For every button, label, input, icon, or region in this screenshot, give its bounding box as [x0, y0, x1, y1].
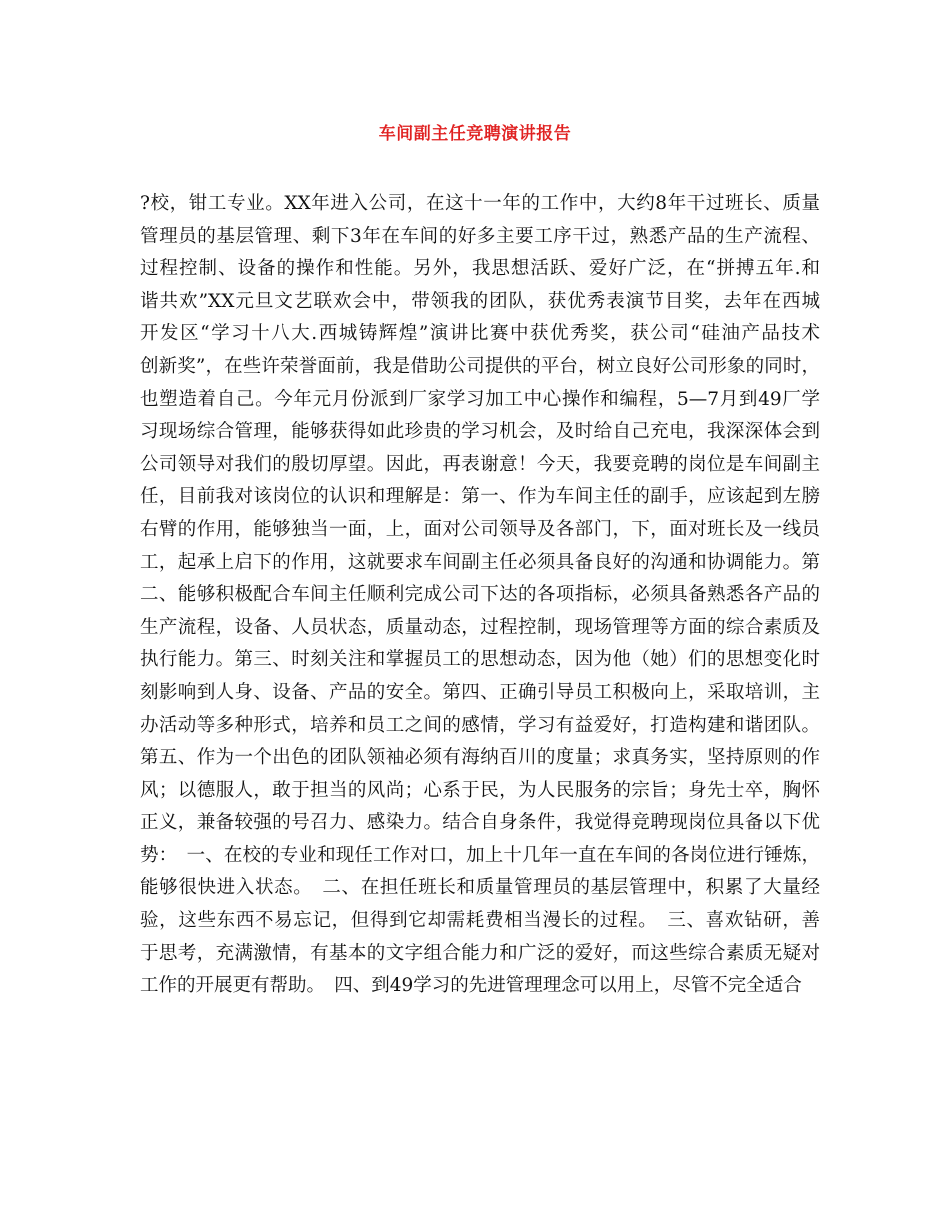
body-line: 生产流程，设备、人员状态，质量动态，过程控制，现场管理等方面的综合素质及 — [140, 616, 820, 638]
body-line: 谐共欢”XX元旦文艺联欢会中，带领我的团队，获优秀表演节目奖，去年在西城 — [140, 290, 820, 312]
body-line: 开发区“学习十八大.西城铸辉煌”演讲比赛中获优秀奖，获公司“硅油产品技术 — [140, 323, 820, 345]
body-line: 于思考，充满激情，有基本的文字组合能力和广泛的爱好，而这些综合素质无疑对 — [140, 942, 820, 964]
body-line: 执行能力。第三、时刻关注和掌握员工的思想动态，因为他（她）们的思想变化时 — [140, 649, 820, 671]
body-line: ?校，钳工专业。XX年进入公司，在这十一年的工作中，大约8年干过班长、质量 — [140, 193, 820, 214]
body-line: 第五、作为一个出色的团队领袖必须有海纳百川的度量；求真务实，坚持原则的作 — [140, 747, 820, 769]
body-line: 习现场综合管理，能够获得如此珍贵的学习机会，及时给自己充电，我深深体会到 — [140, 421, 820, 443]
body-line: 右臂的作用，能够独当一面，上，面对公司领导及各部门，下，面对班长及一线员 — [140, 518, 820, 540]
body-line: 能够很快进入状态。 二、在担任班长和质量管理员的基层管理中，积累了大量经 — [140, 877, 820, 899]
document-title: 车间副主任竞聘演讲报告 — [378, 124, 572, 144]
body-line: 也塑造着自己。今年元月份派到厂家学习加工中心操作和编程，5—7月到49厂学 — [140, 388, 820, 410]
body-line: 任，目前我对该岗位的认识和理解是：第一、作为车间主任的副手，应该起到左膀 — [140, 486, 820, 508]
body-line: 管理员的基层管理、剩下3年在车间的好多主要工序干过，熟悉产品的生产流程、 — [140, 225, 820, 247]
body-line: 正义，兼备较强的号召力、感染力。结合自身条件，我觉得竞聘现岗位具备以下优 — [140, 812, 820, 834]
body-line: 二、能够积极配合车间主任顺利完成公司下达的各项指标，必须具备熟悉各产品的 — [140, 584, 820, 606]
document-body — [140, 188, 820, 1003]
body-line: 工作的开展更有帮助。 四、到49学习的先进管理理念可以用上，尽管不完全适合 — [140, 975, 802, 997]
body-line: 工，起承上启下的作用，这就要求车间副主任必须具备良好的沟通和协调能力。第 — [140, 551, 820, 573]
body-line: 势： 一、在校的专业和现任工作对口，加上十几年一直在车间的各岗位进行锤炼， — [140, 844, 820, 866]
body-line: 过程控制、设备的操作和性能。另外，我思想活跃、爱好广泛，在“拼搏五年.和 — [140, 258, 820, 280]
body-line: 风；以德服人，敢于担当的风尚；心系于民，为人民服务的宗旨；身先士卒，胸怀 — [140, 779, 820, 801]
body-line: 验，这些东西不易忘记，但得到它却需耗费相当漫长的过程。 三、喜欢钻研，善 — [140, 910, 820, 932]
body-line: 办活动等多种形式，培养和员工之间的感情，学习有益爱好，打造构建和谐团队。 — [140, 714, 820, 736]
body-line: 创新奖”，在些许荣誉面前，我是借助公司提供的平台，树立良好公司形象的同时， — [140, 355, 820, 377]
body-line: 刻影响到人身、设备、产品的安全。第四、正确引导员工积极向上，采取培训，主 — [140, 681, 820, 703]
body-line: 公司领导对我们的殷切厚望。因此，再表谢意！今天，我要竞聘的岗位是车间副主 — [140, 453, 820, 475]
